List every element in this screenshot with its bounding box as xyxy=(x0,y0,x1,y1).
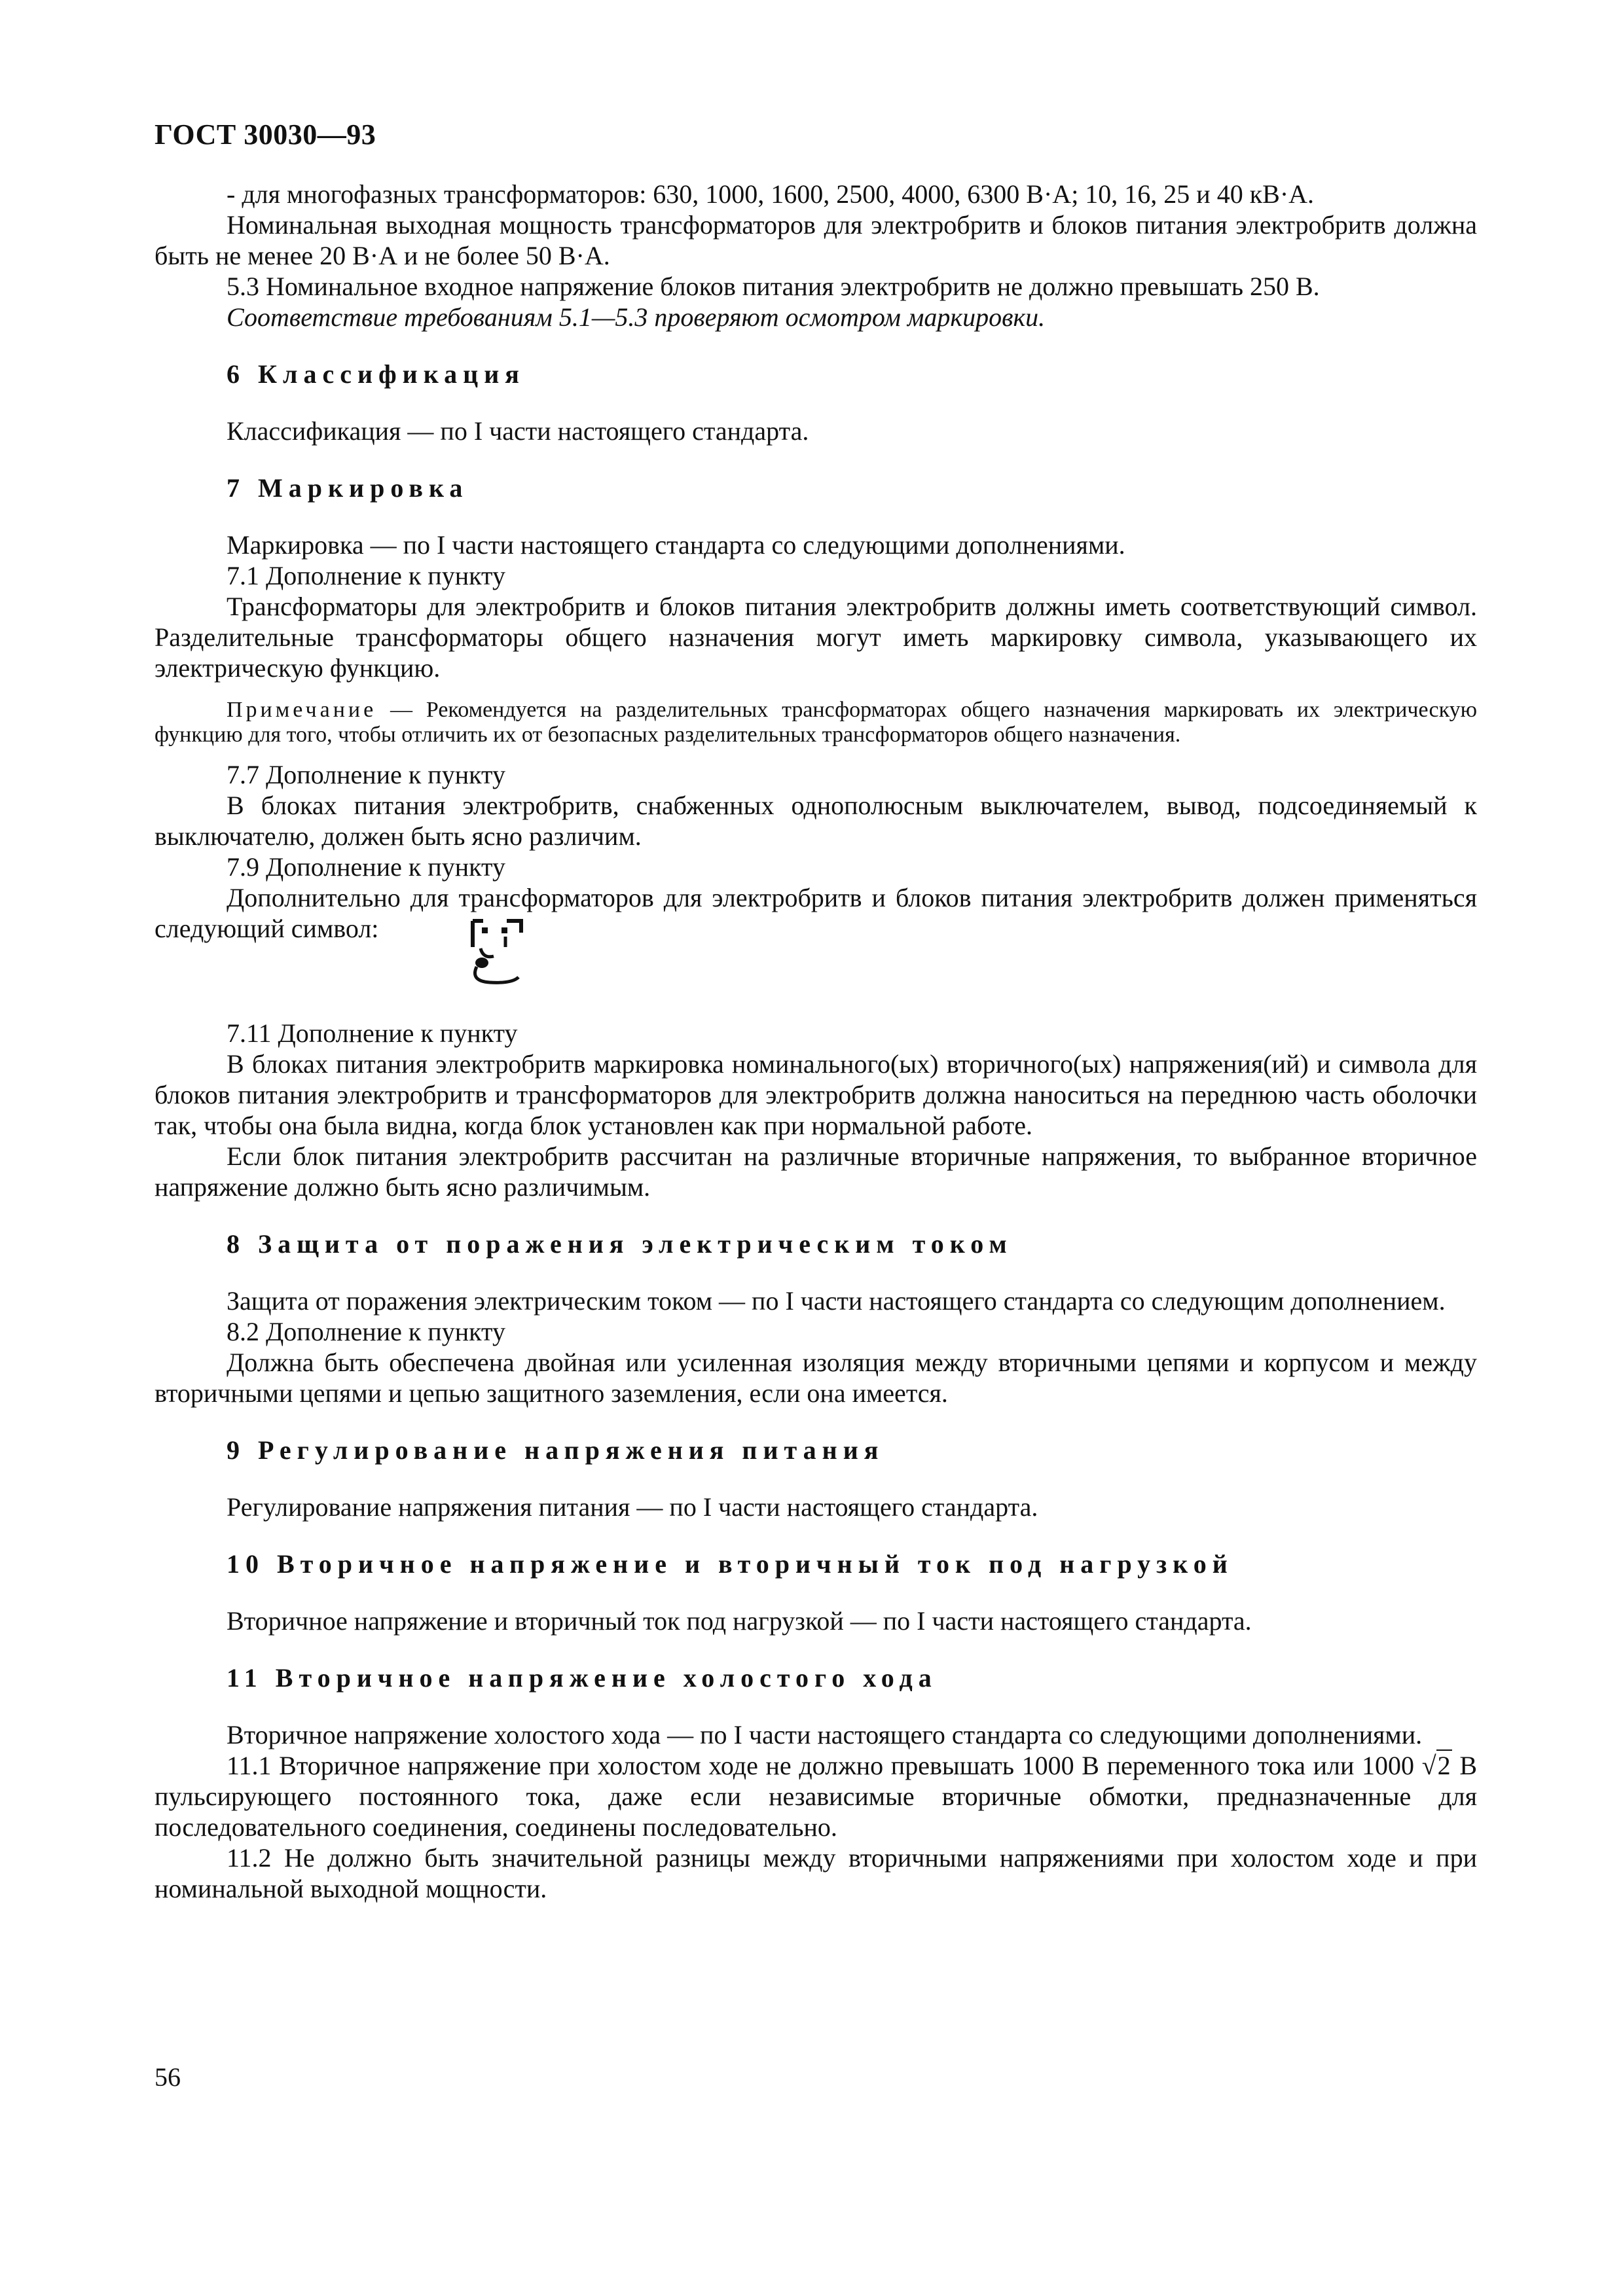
clause-7-1-text: Трансформаторы для электробритв и блоков питания электробритв должны иметь соответствующий символ. Разделительные трансформаторы общего назначения могут иметь маркировку символа, указывающего их электрическую функцию. xyxy=(155,592,1477,683)
sqrt-sign: √ xyxy=(1421,1751,1436,1780)
clause-7-9-title: 7.9 Дополнение к пункту xyxy=(227,852,505,882)
clause-11-2: 11.2 Не должно быть значительной разницы между вторичными напряжениями при холостом ходе и при номинальной выходной мощности. xyxy=(155,1843,1477,1903)
section-9-text: Регулирование напряжения питания — по I части настоящего стандарта. xyxy=(227,1492,1038,1522)
clause-7-9-text xyxy=(155,882,1477,992)
note-text: — Рекомендуется на разделительных трансформаторах общего назначения маркировать их электрическую функцию для того, чтобы отличить их от безопасных разделительных трансформаторов общего назначения. xyxy=(155,698,1477,747)
clause-7-1-title: 7.1 Дополнение к пункту xyxy=(227,561,505,590)
clause-5-3: 5.3 Номинальное входное напряжение блоков питания электробритв не должно превышать 250 В. xyxy=(227,272,1320,301)
page-number: 56 xyxy=(155,2062,181,2092)
clause-7-11-text: В блоках питания электробритв маркировка номинального(ых) вторичного(ых) напряжения(ий) и символа для блоков питания электробритв и трансформаторов для электробритв должна наноситься на переднюю часть оболочки так, чтобы она была видна, когда блок установлен как при нормальной работе. xyxy=(155,1049,1477,1140)
clause-8-2-text: Должна быть обеспечена двойная или усиленная изоляция между вторичными цепями и корпусом и между вторичными цепями и цепью защитного заземления, если она имеется. xyxy=(155,1348,1477,1408)
section-7-title: 7 Маркировка xyxy=(227,473,469,503)
clause-7-11-text-2: Если блок питания электробритв рассчитан на различные вторичные напряжения, то выбранное вторичное напряжение должно быть ясно различимым. xyxy=(155,1141,1477,1202)
clause-11-1 xyxy=(155,1750,1477,1842)
clause-7-7-text: В блоках питания электробритв, снабженных однополюсным выключателем, вывод, подсоединяемый к выключателю, должен быть ясно различим. xyxy=(155,791,1477,851)
section-11-title: 11 Вторичное напряжение холостого хода xyxy=(227,1663,938,1693)
section-8-title: 8 Защита от поражения электрическим током xyxy=(227,1229,1013,1259)
section-10-title: 10 Вторичное напряжение и вторичный ток под нагрузкой xyxy=(227,1549,1233,1579)
section-10-text: Вторичное напряжение и вторичный ток под нагрузкой — по I части настоящего стандарта. xyxy=(227,1606,1252,1636)
clause-11-1-part-b: В пульсирующего постоянного тока, даже если независимые вторичные обмотки, предназначенные для последовательного соединения, соединены последовательно. xyxy=(155,1751,1478,1842)
clause-8-2-title: 8.2 Дополнение к пункту xyxy=(227,1317,505,1346)
section-6-title: 6 Классификация xyxy=(227,359,525,389)
document-page xyxy=(155,118,1477,1904)
section-7-intro: Маркировка — по I части настоящего стандарта со следующими дополнениями. xyxy=(227,530,1125,560)
intro-paragraph-1: - для многофазных трансформаторов: 630, 1000, 1600, 2500, 4000, 6300 В·А; 10, 16, 25 и 40 кВ·А. xyxy=(227,179,1315,209)
note-label: Примечание xyxy=(227,698,377,722)
shaver-symbol-icon xyxy=(389,913,461,992)
document-code: ГОСТ 30030—93 xyxy=(155,118,376,151)
section-6-text: Классификация — по I части настоящего стандарта. xyxy=(227,416,809,446)
clause-7-7-title: 7.7 Дополнение к пункту xyxy=(227,760,505,789)
section-8-intro: Защита от поражения электрическим током — по I части настоящего стандарта со следующим дополнением. xyxy=(227,1286,1446,1316)
sqrt-expression xyxy=(1422,1749,1452,1780)
clause-7-9-sentence: Дополнительно для трансформаторов для электробритв и блоков питания электробритв должен применяться следующий символ: xyxy=(155,883,1477,943)
sqrt-argument: 2 xyxy=(1437,1751,1451,1780)
compliance-note: Соответствие требованиям 5.1—5.3 проверяют осмотром маркировки. xyxy=(227,302,1046,332)
clause-11-1-part-a: 11.1 Вторичное напряжение при холостом ходе не должно превышать 1000 В переменного тока или 1000 xyxy=(227,1751,1422,1780)
intro-paragraph-2: Номинальная выходная мощность трансформаторов для электробритв и блоков питания электробритв должна быть не менее 20 В·А и не более 50 В·А. xyxy=(155,210,1477,270)
section-11-intro: Вторичное напряжение холостого хода — по I части настоящего стандарта со следующими дополнениями. xyxy=(227,1720,1423,1749)
clause-7-11-title: 7.11 Дополнение к пункту xyxy=(227,1018,518,1048)
note xyxy=(155,698,1477,747)
section-9-title: 9 Регулирование напряжения питания xyxy=(227,1435,884,1465)
